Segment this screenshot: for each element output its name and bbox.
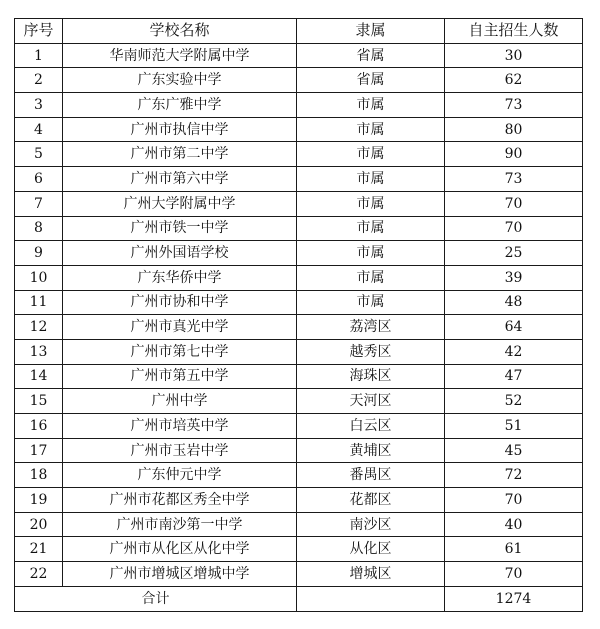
row-index-cell: 6 (15, 167, 63, 192)
table-footer (15, 586, 583, 611)
school-name-cell: 广东华侨中学 (63, 265, 297, 290)
affiliation-cell: 市属 (297, 191, 445, 216)
quota-cell: 45 (445, 438, 583, 463)
school-name-cell: 广东实验中学 (63, 68, 297, 93)
affiliation-cell: 白云区 (297, 414, 445, 439)
affiliation-cell: 黄埔区 (297, 438, 445, 463)
school-name-cell: 广州市第二中学 (63, 142, 297, 167)
school-name-cell: 广州市南沙第一中学 (63, 512, 297, 537)
affiliation-cell: 省属 (297, 68, 445, 93)
total-label: 合计 (15, 586, 297, 611)
quota-cell: 30 (445, 43, 583, 68)
affiliation-cell: 海珠区 (297, 364, 445, 389)
quota-cell: 64 (445, 315, 583, 340)
affiliation-cell: 天河区 (297, 389, 445, 414)
row-index-cell: 17 (15, 438, 63, 463)
total-value: 1274 (445, 586, 583, 611)
table-row (15, 290, 583, 315)
table-row (15, 216, 583, 241)
row-index-cell: 7 (15, 191, 63, 216)
school-name-cell: 广州市执信中学 (63, 117, 297, 142)
header-affiliation: 隶属 (297, 19, 445, 44)
affiliation-cell: 增城区 (297, 562, 445, 587)
quota-cell: 25 (445, 241, 583, 266)
quota-cell: 72 (445, 463, 583, 488)
affiliation-cell: 花都区 (297, 488, 445, 513)
school-name-cell: 广州市玉岩中学 (63, 438, 297, 463)
school-name-cell: 广州外国语学校 (63, 241, 297, 266)
quota-cell: 90 (445, 142, 583, 167)
school-name-cell: 广州市从化区从化中学 (63, 537, 297, 562)
row-index-cell: 15 (15, 389, 63, 414)
row-index-cell: 21 (15, 537, 63, 562)
row-index-cell: 18 (15, 463, 63, 488)
row-index-cell: 14 (15, 364, 63, 389)
table-row (15, 241, 583, 266)
quota-cell: 73 (445, 93, 583, 118)
row-index-cell: 8 (15, 216, 63, 241)
header-school-name: 学校名称 (63, 19, 297, 44)
school-name-cell: 广州市花都区秀全中学 (63, 488, 297, 513)
quota-cell: 70 (445, 191, 583, 216)
total-spacer (297, 586, 445, 611)
quota-cell: 61 (445, 537, 583, 562)
school-name-cell: 广州市第五中学 (63, 364, 297, 389)
table-header (15, 19, 583, 44)
table-row (15, 142, 583, 167)
table-row (15, 537, 583, 562)
affiliation-cell: 越秀区 (297, 339, 445, 364)
quota-cell: 42 (445, 339, 583, 364)
table-row (15, 265, 583, 290)
row-index-cell: 20 (15, 512, 63, 537)
row-index-cell: 22 (15, 562, 63, 587)
quota-cell: 73 (445, 167, 583, 192)
table-body (15, 43, 583, 586)
header-index: 序号 (15, 19, 63, 44)
school-name-cell: 广州中学 (63, 389, 297, 414)
row-index-cell: 19 (15, 488, 63, 513)
school-name-cell: 广州市培英中学 (63, 414, 297, 439)
affiliation-cell: 省属 (297, 43, 445, 68)
affiliation-cell: 市属 (297, 216, 445, 241)
table-row (15, 167, 583, 192)
affiliation-cell: 市属 (297, 142, 445, 167)
quota-cell: 52 (445, 389, 583, 414)
row-index-cell: 3 (15, 93, 63, 118)
header-quota: 自主招生人数 (445, 19, 583, 44)
table-row (15, 43, 583, 68)
affiliation-cell: 荔湾区 (297, 315, 445, 340)
table-row (15, 414, 583, 439)
row-index-cell: 12 (15, 315, 63, 340)
school-name-cell: 广州市真光中学 (63, 315, 297, 340)
affiliation-cell: 市属 (297, 93, 445, 118)
quota-cell: 62 (445, 68, 583, 93)
affiliation-cell: 市属 (297, 265, 445, 290)
row-index-cell: 9 (15, 241, 63, 266)
table-row (15, 364, 583, 389)
quota-cell: 51 (445, 414, 583, 439)
table-row (15, 68, 583, 93)
affiliation-cell: 市属 (297, 290, 445, 315)
quota-cell: 70 (445, 562, 583, 587)
table-row (15, 93, 583, 118)
school-name-cell: 广州市第六中学 (63, 167, 297, 192)
table-row (15, 117, 583, 142)
quota-cell: 70 (445, 488, 583, 513)
school-name-cell: 广州大学附属中学 (63, 191, 297, 216)
admissions-quota-table (14, 18, 583, 612)
affiliation-cell: 市属 (297, 117, 445, 142)
row-index-cell: 11 (15, 290, 63, 315)
table-row (15, 438, 583, 463)
quota-cell: 40 (445, 512, 583, 537)
table-row (15, 389, 583, 414)
school-name-cell: 广州市增城区增城中学 (63, 562, 297, 587)
table-row (15, 463, 583, 488)
row-index-cell: 5 (15, 142, 63, 167)
header-row (15, 19, 583, 44)
school-name-cell: 广州市铁一中学 (63, 216, 297, 241)
row-index-cell: 1 (15, 43, 63, 68)
affiliation-cell: 从化区 (297, 537, 445, 562)
quota-cell: 39 (445, 265, 583, 290)
quota-cell: 70 (445, 216, 583, 241)
total-row (15, 586, 583, 611)
table-row (15, 512, 583, 537)
school-name-cell: 广州市第七中学 (63, 339, 297, 364)
table-row (15, 488, 583, 513)
table-row (15, 339, 583, 364)
school-name-cell: 广东仲元中学 (63, 463, 297, 488)
table-row (15, 315, 583, 340)
row-index-cell: 4 (15, 117, 63, 142)
row-index-cell: 16 (15, 414, 63, 439)
affiliation-cell: 番禺区 (297, 463, 445, 488)
school-name-cell: 华南师范大学附属中学 (63, 43, 297, 68)
affiliation-cell: 市属 (297, 167, 445, 192)
affiliation-cell: 市属 (297, 241, 445, 266)
quota-cell: 47 (445, 364, 583, 389)
table-row (15, 562, 583, 587)
quota-cell: 80 (445, 117, 583, 142)
row-index-cell: 2 (15, 68, 63, 93)
school-name-cell: 广东广雅中学 (63, 93, 297, 118)
row-index-cell: 10 (15, 265, 63, 290)
school-name-cell: 广州市协和中学 (63, 290, 297, 315)
quota-cell: 48 (445, 290, 583, 315)
table-row (15, 191, 583, 216)
affiliation-cell: 南沙区 (297, 512, 445, 537)
row-index-cell: 13 (15, 339, 63, 364)
